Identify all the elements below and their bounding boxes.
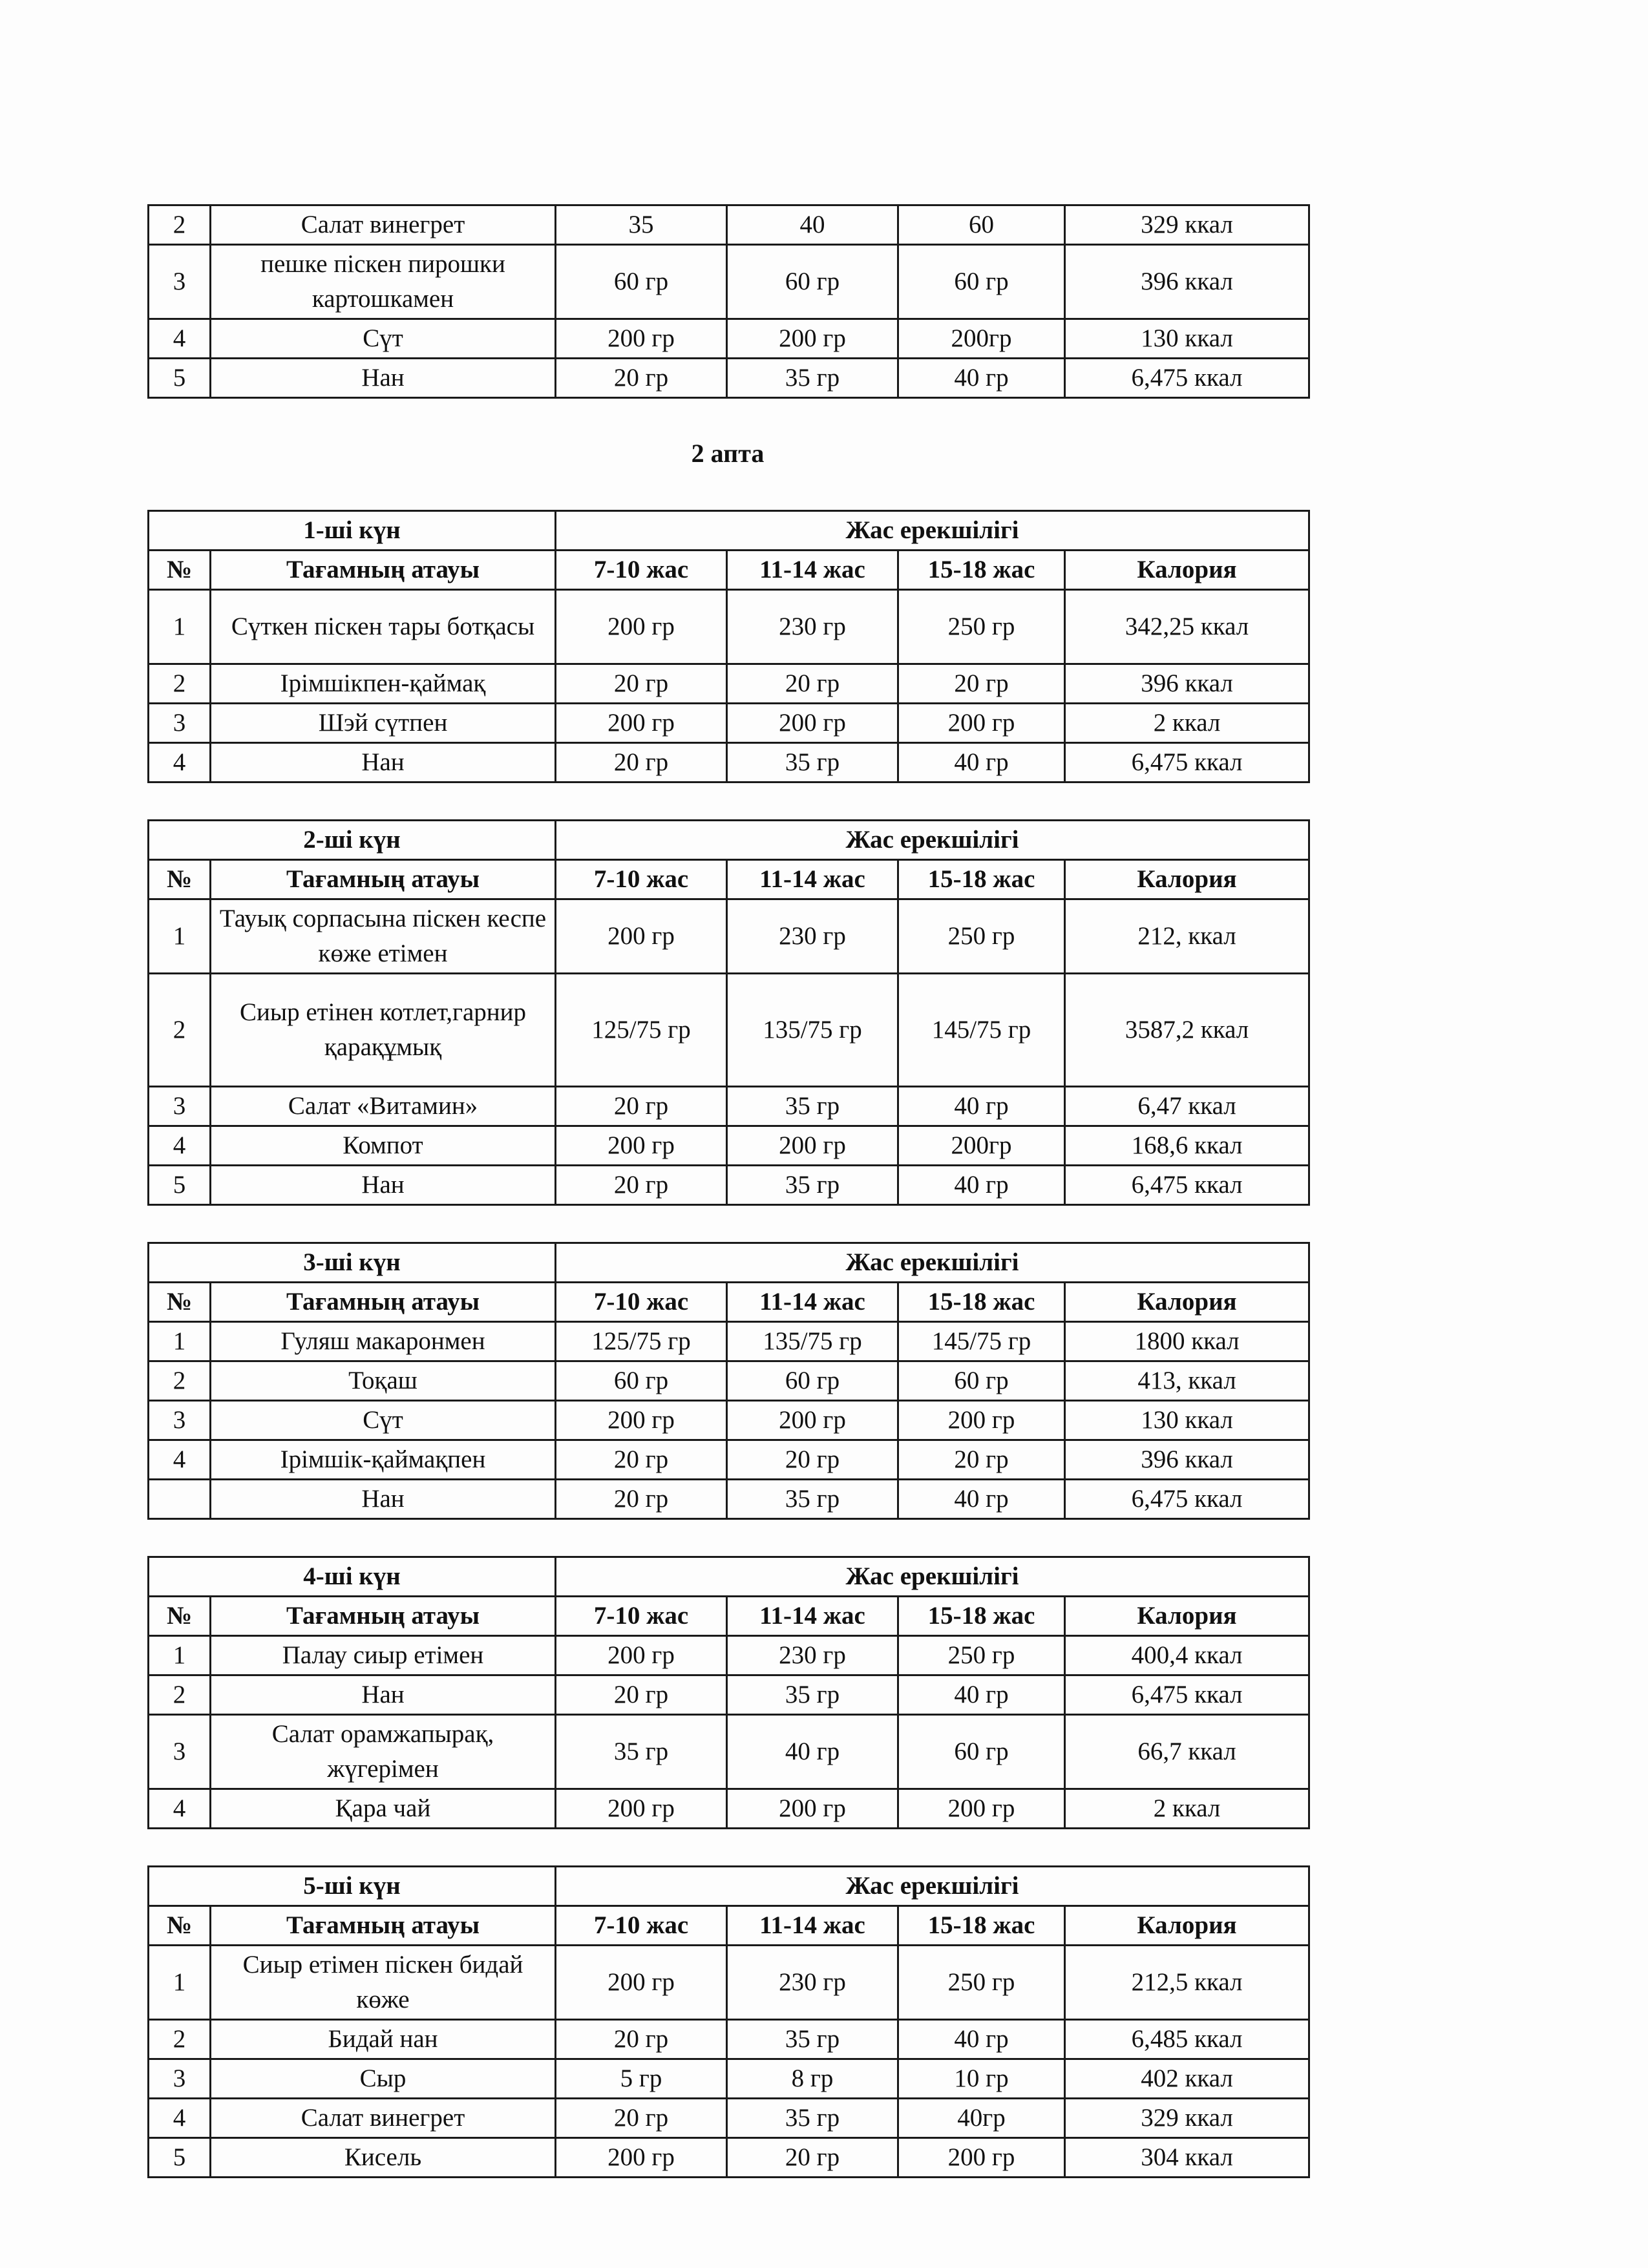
row-number: 4 bbox=[149, 1789, 211, 1829]
table-row bbox=[149, 1440, 1309, 1480]
table-row bbox=[149, 1361, 1309, 1401]
day-menu-table bbox=[147, 819, 1310, 1206]
portion-7-10: 200 гр bbox=[556, 899, 727, 974]
table-row bbox=[149, 2138, 1309, 2178]
portion-15-18: 200 гр bbox=[898, 2138, 1065, 2178]
header-7-10: 7-10 жас bbox=[556, 1597, 727, 1636]
header-number: № bbox=[149, 860, 211, 899]
dish-name: Қара чай bbox=[211, 1789, 556, 1829]
header-calories: Калория bbox=[1065, 551, 1309, 590]
header-calories: Калория bbox=[1065, 1597, 1309, 1636]
portion-15-18: 250 гр bbox=[898, 899, 1065, 974]
header-7-10: 7-10 жас bbox=[556, 1283, 727, 1322]
row-number: 4 bbox=[149, 2099, 211, 2138]
calories: 329 ккал bbox=[1065, 2099, 1309, 2138]
calories: 168,6 ккал bbox=[1065, 1126, 1309, 1166]
table-row bbox=[149, 664, 1309, 704]
row-number: 3 bbox=[149, 1087, 211, 1126]
row-number: 1 bbox=[149, 590, 211, 664]
dish-name: Кисель bbox=[211, 2138, 556, 2178]
day-header-row bbox=[149, 821, 1309, 860]
calories: 6,47 ккал bbox=[1065, 1087, 1309, 1126]
portion-7-10: 20 гр bbox=[556, 2020, 727, 2059]
header-dish-name: Тағамның атауы bbox=[211, 860, 556, 899]
dish-name: Гуляш макаронмен bbox=[211, 1322, 556, 1361]
portion-15-18: 250 гр bbox=[898, 590, 1065, 664]
portion-11-14: 40 гр bbox=[727, 1715, 898, 1789]
day-label: 4-ші күн bbox=[149, 1557, 556, 1597]
portion-11-14: 60 гр bbox=[727, 245, 898, 319]
header-calories: Калория bbox=[1065, 1283, 1309, 1322]
portion-11-14: 200 гр bbox=[727, 1126, 898, 1166]
dish-name: пешке піскен пирошки картошкамен bbox=[211, 245, 556, 319]
dish-name: Ірімшік-қаймақпен bbox=[211, 1440, 556, 1480]
portion-7-10: 200 гр bbox=[556, 1401, 727, 1440]
dish-name: Сиыр етімен піскен бидай көже bbox=[211, 1946, 556, 2020]
calories: 396 ккал bbox=[1065, 664, 1309, 704]
day-label: 1-ші күн bbox=[149, 511, 556, 551]
day-header-row bbox=[149, 1557, 1309, 1597]
portion-7-10: 20 гр bbox=[556, 359, 727, 398]
dish-name: Шэй сүтпен bbox=[211, 704, 556, 743]
portion-11-14: 8 гр bbox=[727, 2059, 898, 2099]
portion-11-14: 35 гр bbox=[727, 1675, 898, 1715]
portion-15-18: 200 гр bbox=[898, 704, 1065, 743]
day-menu-table bbox=[147, 510, 1310, 783]
row-number: 2 bbox=[149, 1361, 211, 1401]
portion-11-14: 200 гр bbox=[727, 319, 898, 359]
day-header-row bbox=[149, 511, 1309, 551]
table-row bbox=[149, 1401, 1309, 1440]
portion-15-18: 40 гр bbox=[898, 2020, 1065, 2059]
row-number: 1 bbox=[149, 1322, 211, 1361]
portion-15-18: 40гр bbox=[898, 2099, 1065, 2138]
portion-7-10: 125/75 гр bbox=[556, 1322, 727, 1361]
top-menu-table-body bbox=[149, 205, 1309, 398]
age-group-header: Жас ерекшілігі bbox=[556, 1243, 1309, 1283]
header-dish-name: Тағамның атауы bbox=[211, 1283, 556, 1322]
header-dish-name: Тағамның атауы bbox=[211, 1597, 556, 1636]
portion-11-14: 135/75 гр bbox=[727, 1322, 898, 1361]
portion-7-10: 35 гр bbox=[556, 1715, 727, 1789]
dish-name: Тоқаш bbox=[211, 1361, 556, 1401]
portion-7-10: 200 гр bbox=[556, 1789, 727, 1829]
dish-name: Салат винегрет bbox=[211, 2099, 556, 2138]
day-label: 3-ші күн bbox=[149, 1243, 556, 1283]
table-row bbox=[149, 1789, 1309, 1829]
top-menu-table bbox=[147, 204, 1310, 399]
portion-7-10: 20 гр bbox=[556, 743, 727, 782]
calories: 396 ккал bbox=[1065, 1440, 1309, 1480]
calories: 342,25 ккал bbox=[1065, 590, 1309, 664]
portion-15-18: 40 гр bbox=[898, 359, 1065, 398]
portion-7-10: 125/75 гр bbox=[556, 974, 727, 1087]
portion-7-10: 60 гр bbox=[556, 245, 727, 319]
header-11-14: 11-14 жас bbox=[727, 1906, 898, 1946]
calories: 6,475 ккал bbox=[1065, 1480, 1309, 1519]
dish-name: Нан bbox=[211, 1166, 556, 1205]
portion-15-18: 40 гр bbox=[898, 1480, 1065, 1519]
portion-15-18: 40 гр bbox=[898, 743, 1065, 782]
table-row bbox=[149, 899, 1309, 974]
table-row bbox=[149, 359, 1309, 398]
portion-15-18: 40 гр bbox=[898, 1675, 1065, 1715]
portion-7-10: 200 гр bbox=[556, 704, 727, 743]
portion-11-14: 20 гр bbox=[727, 2138, 898, 2178]
header-15-18: 15-18 жас bbox=[898, 551, 1065, 590]
portion-7-10: 20 гр bbox=[556, 2099, 727, 2138]
dish-name: Салат винегрет bbox=[211, 205, 556, 245]
header-15-18: 15-18 жас bbox=[898, 1597, 1065, 1636]
row-number: 3 bbox=[149, 245, 211, 319]
document-page bbox=[147, 204, 1308, 2178]
row-number: 2 bbox=[149, 1675, 211, 1715]
portion-11-14: 35 гр bbox=[727, 2099, 898, 2138]
header-15-18: 15-18 жас bbox=[898, 860, 1065, 899]
calories: 6,475 ккал bbox=[1065, 359, 1309, 398]
header-11-14: 11-14 жас bbox=[727, 551, 898, 590]
dish-name: Салат орамжапырақ, жүгерімен bbox=[211, 1715, 556, 1789]
calories: 1800 ккал bbox=[1065, 1322, 1309, 1361]
calories: 3587,2 ккал bbox=[1065, 974, 1309, 1087]
table-row bbox=[149, 2020, 1309, 2059]
portion-15-18: 60 гр bbox=[898, 245, 1065, 319]
portion-15-18: 250 гр bbox=[898, 1636, 1065, 1675]
table-row bbox=[149, 974, 1309, 1087]
age-group-header: Жас ерекшілігі bbox=[556, 1867, 1309, 1906]
calories: 304 ккал bbox=[1065, 2138, 1309, 2178]
table-row bbox=[149, 1675, 1309, 1715]
table-row bbox=[149, 1636, 1309, 1675]
table-row bbox=[149, 319, 1309, 359]
portion-15-18: 200гр bbox=[898, 319, 1065, 359]
calories: 212,5 ккал bbox=[1065, 1946, 1309, 2020]
dish-name: Сиыр етінен котлет,гарнир қарақұмық bbox=[211, 974, 556, 1087]
day-header-row bbox=[149, 1243, 1309, 1283]
header-11-14: 11-14 жас bbox=[727, 1283, 898, 1322]
age-group-header: Жас ерекшілігі bbox=[556, 511, 1309, 551]
calories: 6,475 ккал bbox=[1065, 1675, 1309, 1715]
portion-15-18: 60 bbox=[898, 205, 1065, 245]
calories: 400,4 ккал bbox=[1065, 1636, 1309, 1675]
portion-15-18: 60 гр bbox=[898, 1361, 1065, 1401]
portion-7-10: 200 гр bbox=[556, 2138, 727, 2178]
table-row bbox=[149, 1166, 1309, 1205]
portion-7-10: 20 гр bbox=[556, 1166, 727, 1205]
header-15-18: 15-18 жас bbox=[898, 1283, 1065, 1322]
column-header-row bbox=[149, 860, 1309, 899]
header-number: № bbox=[149, 1283, 211, 1322]
portion-15-18: 250 гр bbox=[898, 1946, 1065, 2020]
table-row bbox=[149, 205, 1309, 245]
row-number: 3 bbox=[149, 1715, 211, 1789]
column-header-row bbox=[149, 1906, 1309, 1946]
portion-11-14: 200 гр bbox=[727, 1401, 898, 1440]
calories: 130 ккал bbox=[1065, 319, 1309, 359]
portion-7-10: 200 гр bbox=[556, 1636, 727, 1675]
calories: 6,475 ккал bbox=[1065, 1166, 1309, 1205]
portion-11-14: 20 гр bbox=[727, 664, 898, 704]
portion-7-10: 20 гр bbox=[556, 1087, 727, 1126]
portion-11-14: 35 гр bbox=[727, 1480, 898, 1519]
row-number: 5 bbox=[149, 1166, 211, 1205]
portion-11-14: 200 гр bbox=[727, 1789, 898, 1829]
day-label: 5-ші күн bbox=[149, 1867, 556, 1906]
portion-7-10: 60 гр bbox=[556, 1361, 727, 1401]
header-15-18: 15-18 жас bbox=[898, 1906, 1065, 1946]
portion-11-14: 230 гр bbox=[727, 1636, 898, 1675]
portion-11-14: 35 гр bbox=[727, 359, 898, 398]
table-gap bbox=[147, 1520, 1308, 1556]
row-number: 4 bbox=[149, 319, 211, 359]
table-row bbox=[149, 2059, 1309, 2099]
portion-7-10: 200 гр bbox=[556, 1946, 727, 2020]
portion-11-14: 35 гр bbox=[727, 1166, 898, 1205]
column-header-row bbox=[149, 1283, 1309, 1322]
portion-7-10: 200 гр bbox=[556, 319, 727, 359]
portion-7-10: 20 гр bbox=[556, 1440, 727, 1480]
row-number: 1 bbox=[149, 899, 211, 974]
row-number: 3 bbox=[149, 1401, 211, 1440]
portion-7-10: 20 гр bbox=[556, 1480, 727, 1519]
dish-name: Салат «Витамин» bbox=[211, 1087, 556, 1126]
row-number: 3 bbox=[149, 2059, 211, 2099]
dish-name: Нан bbox=[211, 743, 556, 782]
day-header-row bbox=[149, 1867, 1309, 1906]
week-title: 2 апта bbox=[691, 439, 765, 468]
row-number: 4 bbox=[149, 743, 211, 782]
dish-name: Нан bbox=[211, 1675, 556, 1715]
row-number: 4 bbox=[149, 1126, 211, 1166]
dish-name: Тауық сорпасына піскен кеспе көже етімен bbox=[211, 899, 556, 974]
column-header-row bbox=[149, 551, 1309, 590]
day-menu-table bbox=[147, 1865, 1310, 2178]
header-11-14: 11-14 жас bbox=[727, 860, 898, 899]
calories: 413, ккал bbox=[1065, 1361, 1309, 1401]
table-row bbox=[149, 245, 1309, 319]
calories: 402 ккал bbox=[1065, 2059, 1309, 2099]
calories: 2 ккал bbox=[1065, 1789, 1309, 1829]
calories: 6,485 ккал bbox=[1065, 2020, 1309, 2059]
row-number: 5 bbox=[149, 2138, 211, 2178]
day-label: 2-ші күн bbox=[149, 821, 556, 860]
row-number: 4 bbox=[149, 1440, 211, 1480]
table-row bbox=[149, 590, 1309, 664]
calories: 329 ккал bbox=[1065, 205, 1309, 245]
header-calories: Калория bbox=[1065, 860, 1309, 899]
calories: 6,475 ккал bbox=[1065, 743, 1309, 782]
portion-7-10: 20 гр bbox=[556, 1675, 727, 1715]
header-calories: Калория bbox=[1065, 1906, 1309, 1946]
portion-11-14: 135/75 гр bbox=[727, 974, 898, 1087]
table-row bbox=[149, 1480, 1309, 1519]
portion-11-14: 230 гр bbox=[727, 1946, 898, 2020]
day-menu-table bbox=[147, 1556, 1310, 1829]
row-number: 5 bbox=[149, 359, 211, 398]
row-number: 3 bbox=[149, 704, 211, 743]
day-menu-table bbox=[147, 1242, 1310, 1520]
portion-7-10: 200 гр bbox=[556, 1126, 727, 1166]
dish-name: Бидай нан bbox=[211, 2020, 556, 2059]
table-row bbox=[149, 1087, 1309, 1126]
dish-name: Компот bbox=[211, 1126, 556, 1166]
dish-name: Сыр bbox=[211, 2059, 556, 2099]
dish-name: Палау сиыр етімен bbox=[211, 1636, 556, 1675]
dish-name: Сүткен піскен тары ботқасы bbox=[211, 590, 556, 664]
header-11-14: 11-14 жас bbox=[727, 1597, 898, 1636]
dish-name: Сүт bbox=[211, 1401, 556, 1440]
portion-11-14: 20 гр bbox=[727, 1440, 898, 1480]
portion-11-14: 35 гр bbox=[727, 2020, 898, 2059]
dish-name: Нан bbox=[211, 359, 556, 398]
table-gap bbox=[147, 1829, 1308, 1865]
row-number: 2 bbox=[149, 205, 211, 245]
portion-15-18: 145/75 гр bbox=[898, 974, 1065, 1087]
dish-name: Сүт bbox=[211, 319, 556, 359]
table-row bbox=[149, 743, 1309, 782]
portion-15-18: 10 гр bbox=[898, 2059, 1065, 2099]
portion-7-10: 200 гр bbox=[556, 590, 727, 664]
row-number: 1 bbox=[149, 1946, 211, 2020]
calories: 130 ккал bbox=[1065, 1401, 1309, 1440]
dish-name: Нан bbox=[211, 1480, 556, 1519]
portion-15-18: 40 гр bbox=[898, 1087, 1065, 1126]
header-7-10: 7-10 жас bbox=[556, 860, 727, 899]
table-gap bbox=[147, 1206, 1308, 1242]
portion-11-14: 40 bbox=[727, 205, 898, 245]
portion-15-18: 20 гр bbox=[898, 1440, 1065, 1480]
row-number: 1 bbox=[149, 1636, 211, 1675]
table-row bbox=[149, 1715, 1309, 1789]
portion-11-14: 200 гр bbox=[727, 704, 898, 743]
header-number: № bbox=[149, 1906, 211, 1946]
dish-name: Ірімшікпен-қаймақ bbox=[211, 664, 556, 704]
header-number: № bbox=[149, 551, 211, 590]
column-header-row bbox=[149, 1597, 1309, 1636]
calories: 396 ккал bbox=[1065, 245, 1309, 319]
portion-7-10: 35 bbox=[556, 205, 727, 245]
portion-7-10: 20 гр bbox=[556, 664, 727, 704]
table-row bbox=[149, 704, 1309, 743]
portion-15-18: 200 гр bbox=[898, 1789, 1065, 1829]
table-gap bbox=[147, 783, 1308, 819]
table-row bbox=[149, 1946, 1309, 2020]
header-7-10: 7-10 жас bbox=[556, 1906, 727, 1946]
header-7-10: 7-10 жас bbox=[556, 551, 727, 590]
portion-15-18: 40 гр bbox=[898, 1166, 1065, 1205]
portion-15-18: 200гр bbox=[898, 1126, 1065, 1166]
portion-11-14: 35 гр bbox=[727, 1087, 898, 1126]
portion-11-14: 230 гр bbox=[727, 590, 898, 664]
header-number: № bbox=[149, 1597, 211, 1636]
portion-15-18: 145/75 гр bbox=[898, 1322, 1065, 1361]
age-group-header: Жас ерекшілігі bbox=[556, 821, 1309, 860]
row-number: 2 bbox=[149, 974, 211, 1087]
portion-15-18: 60 гр bbox=[898, 1715, 1065, 1789]
portion-11-14: 60 гр bbox=[727, 1361, 898, 1401]
row-number: 2 bbox=[149, 2020, 211, 2059]
row-number bbox=[149, 1480, 211, 1519]
table-row bbox=[149, 1126, 1309, 1166]
calories: 2 ккал bbox=[1065, 704, 1309, 743]
row-number: 2 bbox=[149, 664, 211, 704]
header-dish-name: Тағамның атауы bbox=[211, 1906, 556, 1946]
portion-15-18: 200 гр bbox=[898, 1401, 1065, 1440]
table-row bbox=[149, 1322, 1309, 1361]
day-tables bbox=[147, 510, 1308, 2178]
calories: 66,7 ккал bbox=[1065, 1715, 1309, 1789]
age-group-header: Жас ерекшілігі bbox=[556, 1557, 1309, 1597]
portion-11-14: 35 гр bbox=[727, 743, 898, 782]
portion-15-18: 20 гр bbox=[898, 664, 1065, 704]
portion-11-14: 230 гр bbox=[727, 899, 898, 974]
calories: 212, ккал bbox=[1065, 899, 1309, 974]
header-dish-name: Тағамның атауы bbox=[211, 551, 556, 590]
portion-7-10: 5 гр bbox=[556, 2059, 727, 2099]
table-row bbox=[149, 2099, 1309, 2138]
